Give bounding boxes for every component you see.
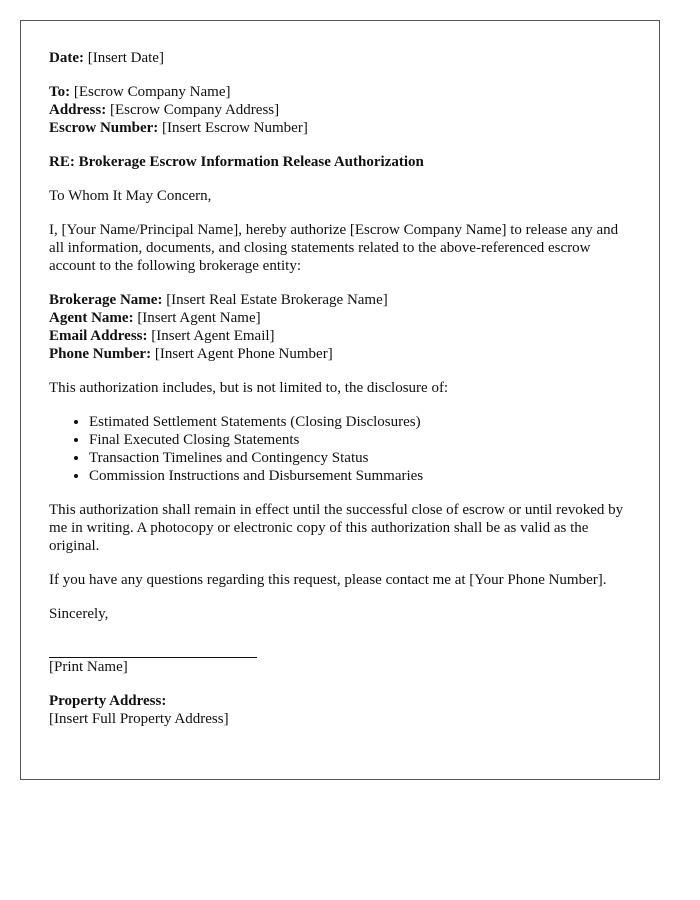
brokerage-block [49,291,631,363]
property-block [49,692,631,728]
agent-value: [Insert Agent Name] [137,310,261,326]
date-value: [Insert Date] [87,50,164,66]
email-value: [Insert Agent Email] [151,328,275,344]
list-item: • Estimated Settlement Statements (Closing Disclosures) [89,413,631,431]
agent-line [49,309,631,327]
phone-line [49,345,631,363]
validity-paragraph: This authorization shall remain in effect until the successful close of escrow or until revoked by me in writing. A photocopy or electronic copy of this authorization shall be as valid as the original. [49,502,624,554]
disclosure-list [49,413,631,485]
subject-line: RE: Brokerage Escrow Information Release Authorization [49,154,424,170]
address-value: [Escrow Company Address] [109,102,280,118]
brokerage-value: [Insert Real Estate Brokerage Name] [166,292,388,308]
escrow-number-line [49,119,631,137]
date-label: Date: [49,50,84,66]
brokerage-line [49,291,631,309]
to-line [49,83,631,101]
authorization-letter [20,20,660,780]
property-value: [Insert Full Property Address] [49,711,229,727]
escrow-number-label: Escrow Number: [49,120,159,136]
intro-paragraph: I, [Your Name/Principal Name], hereby authorize [Escrow Company Name] to release any and all information, documents, and closing statements related to the above-referenced escrow account to the following brokerage entity: [49,222,619,274]
email-label: Email Address: [49,328,148,344]
property-label: Property Address: [49,693,167,709]
to-value: [Escrow Company Name] [73,84,231,100]
print-name: [Print Name] [49,659,128,675]
address-line [49,101,631,119]
date-block [49,49,631,67]
escrow-number-value: [Insert Escrow Number] [162,120,308,136]
subject-block [49,153,631,171]
email-line [49,327,631,345]
agent-label: Agent Name: [49,310,134,326]
recipient-block [49,83,631,137]
includes-paragraph: This authorization includes, but is not limited to, the disclosure of: [49,380,449,396]
list-item: • Final Executed Closing Statements [89,431,631,449]
phone-value: [Insert Agent Phone Number] [154,346,333,362]
phone-label: Phone Number: [49,346,152,362]
list-item: • Commission Instructions and Disbursement Summaries [89,467,631,485]
brokerage-label: Brokerage Name: [49,292,163,308]
signature-block [49,657,631,676]
list-item: • Transaction Timelines and Contingency Status [89,449,631,467]
salutation: To Whom It May Concern, [49,188,212,204]
closing: Sincerely, [49,606,109,622]
address-label: Address: [49,102,107,118]
to-label: To: [49,84,71,100]
date-line [49,49,631,67]
questions-paragraph: If you have any questions regarding this request, please contact me at [Your Phone Number]. [49,572,607,588]
